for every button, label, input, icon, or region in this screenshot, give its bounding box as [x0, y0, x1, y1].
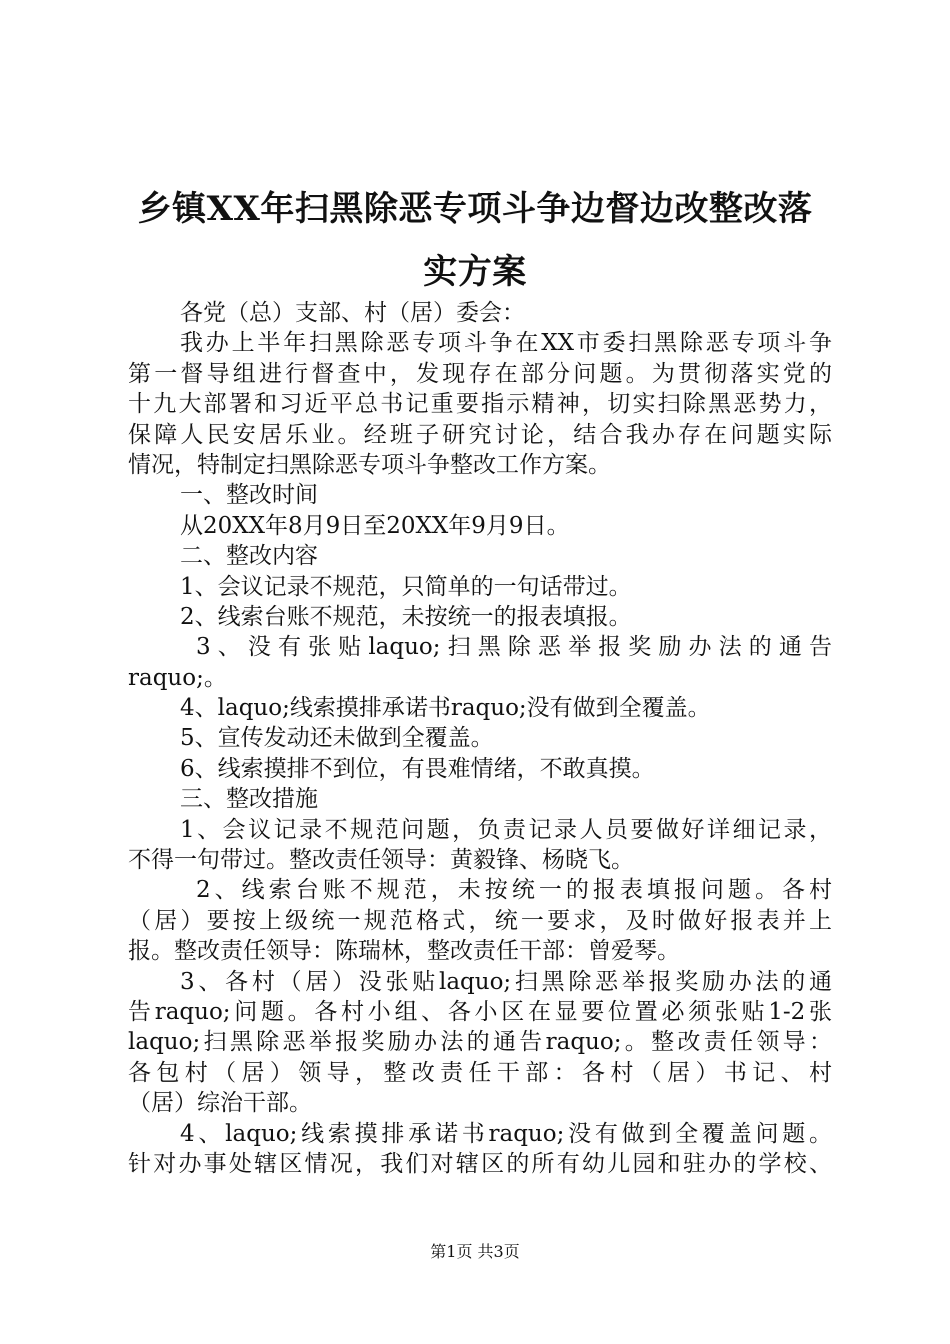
- body-line: 从20XX年8月9日至20XX年9月9日。: [180, 512, 570, 539]
- document-body: [128, 298, 832, 1179]
- list-item: 1、会议记录不规范，只简单的一句话带过。: [180, 573, 632, 600]
- body-line: 情况，特制定扫黑除恶专项斗争整改工作方案。: [128, 451, 611, 478]
- list-item: 3、没有张贴laquo;扫黑除恶举报奖励办法的通告: [196, 634, 832, 661]
- section-heading: 一、整改时间: [180, 482, 318, 509]
- body-line: 保障人民安居乐业。经班子研究讨论，结合我办存在问题实际: [128, 421, 832, 448]
- salutation-line: 各党（总）支部、村（居）委会：: [180, 300, 525, 326]
- list-item: 2、线索台账不规范，未按统一的报表填报。: [180, 603, 632, 630]
- list-item: 3、各村（居）没张贴laquo;扫黑除恶举报奖励办法的通: [180, 968, 832, 995]
- list-item-continuation: 报。整改责任领导：陈瑞林，整改责任干部：曾爱琴。: [128, 938, 680, 965]
- list-item-continuation: 告raquo;问题。各村小组、各小区在显要位置必须张贴1-2张: [128, 998, 832, 1025]
- section-heading: 三、整改措施: [180, 786, 318, 813]
- list-item-continuation: 针对办事处辖区情况，我们对辖区的所有幼儿园和驻办的学校、: [128, 1150, 832, 1177]
- document-title-line-1: 乡镇XX年扫黑除恶专项斗争边督边改整改落: [137, 189, 813, 229]
- list-item-continuation: 各包村（居）领导，整改责任干部：各村（居）书记、村: [128, 1059, 832, 1086]
- list-item: 5、宣传发动还未做到全覆盖。: [180, 725, 494, 752]
- list-item-continuation: （居）综治干部。: [128, 1090, 312, 1117]
- list-item: 1、会议记录不规范问题，负责记录人员要做好详细记录，: [180, 816, 832, 843]
- list-item: 4、laquo;线索摸排承诺书raquo;没有做到全覆盖问题。: [180, 1120, 832, 1147]
- list-item-continuation: raquo;。: [128, 664, 227, 691]
- list-item: 6、线索摸排不到位，有畏难情绪，不敢真摸。: [180, 755, 655, 782]
- body-line: 十九大部署和习近平总书记重要指示精神，切实扫除黑恶势力，: [128, 391, 832, 418]
- list-item-continuation: laquo;扫黑除恶举报奖励办法的通告raquo;。整改责任领导：: [128, 1029, 832, 1056]
- list-item-continuation: 不得一句带过。整改责任领导：黄毅锋、杨晓飞。: [128, 847, 634, 874]
- body-line: 第一督导组进行督查中，发现存在部分问题。为贯彻落实党的: [128, 360, 832, 387]
- page-number-footer: 第1页 共3页: [430, 1242, 520, 1261]
- section-heading: 二、整改内容: [180, 543, 318, 570]
- list-item-continuation: （居）要按上级统一规范格式，统一要求，及时做好报表并上: [128, 907, 832, 934]
- document-title-line-2: 实方案: [423, 252, 527, 292]
- list-item: 4、laquo;线索摸排承诺书raquo;没有做到全覆盖。: [180, 695, 711, 722]
- body-line: 我办上半年扫黑除恶专项斗争在XX市委扫黑除恶专项斗争: [180, 330, 832, 357]
- list-item: 2、线索台账不规范，未按统一的报表填报问题。各村: [196, 877, 832, 904]
